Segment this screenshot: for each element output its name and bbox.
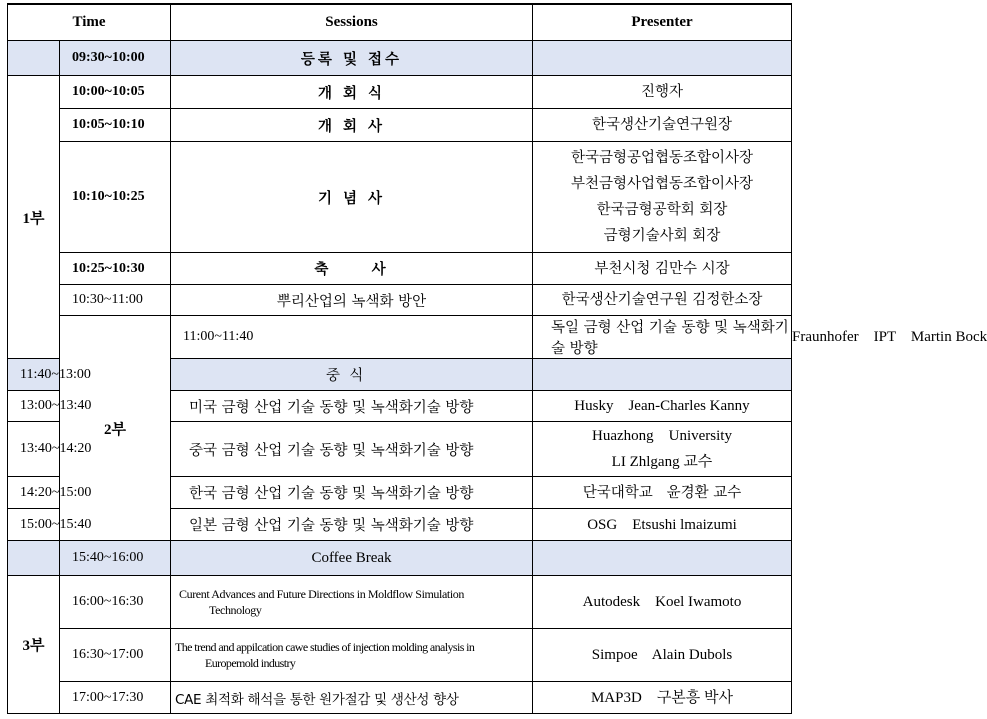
time-cell: 16:00~16:30 (60, 576, 171, 629)
table-row (8, 541, 792, 576)
header-presenter: Presenter (533, 4, 792, 41)
table-row (8, 76, 792, 109)
table-row (8, 109, 792, 142)
time-cell: 10:25~10:30 (60, 253, 171, 285)
session-cell: 기 념 사 (171, 142, 533, 253)
session-cell: 축 사 (171, 253, 533, 285)
time-cell: 15:40~16:00 (60, 541, 171, 576)
time-cell: 10:05~10:10 (60, 109, 171, 142)
time-cell: 10:10~10:25 (60, 142, 171, 253)
time-cell: 09:30~10:00 (60, 41, 171, 76)
section-blank (8, 41, 60, 76)
time-cell: 10:00~10:05 (60, 76, 171, 109)
session-cell: 한국 금형 산업 기술 동향 및 녹색화기술 방향 (171, 477, 533, 509)
time-cell: 13:40~14:20 (8, 422, 60, 477)
time-cell: 13:00~13:40 (8, 391, 60, 422)
presenter-cell: 부천시청 김만수 시장 (533, 253, 792, 285)
session-cell: 미국 금형 산업 기술 동향 및 녹색화기술 방향 (171, 391, 533, 422)
presenter-cell (533, 541, 792, 576)
header-time: Time (8, 4, 171, 41)
session-cell: CAE 최적화 해석을 통한 원가절감 및 생산성 향상 (171, 682, 533, 714)
time-cell: 17:00~17:30 (60, 682, 171, 714)
section-blank (8, 541, 60, 576)
session-cell: 개 회 식 (171, 76, 533, 109)
time-cell: 15:00~15:40 (8, 509, 60, 541)
table-row (8, 629, 792, 682)
session-cell: 등록 및 접수 (171, 41, 533, 76)
session-line: Technology (209, 603, 262, 617)
presenter-line: 한국금형공학회 회장 (596, 202, 728, 218)
presenter-cell (533, 41, 792, 76)
table-row (8, 253, 792, 285)
session-cell: 독일 금형 산업 기술 동향 및 녹색화기술 방향 (533, 316, 792, 359)
session-cell: 일본 금형 산업 기술 동향 및 녹색화기술 방향 (171, 509, 533, 541)
session-cell (171, 629, 533, 682)
presenter-cell: 한국생산기술연구원장 (533, 109, 792, 142)
session-cell: 개 회 사 (171, 109, 533, 142)
schedule-table (7, 3, 987, 714)
session-line: The trend and appilcation cawe studies of injection molding analysis in (175, 640, 475, 654)
table-row (8, 576, 792, 629)
table-row (8, 682, 792, 714)
presenter-cell: OSG Etsushi lmaizumi (533, 509, 792, 541)
section-label-3: 3부 (8, 576, 60, 714)
time-cell: 11:00~11:40 (171, 316, 533, 359)
presenter-line: 금형기술사회 회장 (603, 228, 721, 244)
presenter-cell (533, 359, 792, 391)
presenter-cell: MAP3D 구본흥 박사 (533, 682, 792, 714)
session-cell: 뿌리산업의 녹색화 방안 (171, 285, 533, 316)
presenter-line: 부천금형사업협동조합이사장 (570, 176, 754, 192)
table-row (8, 41, 792, 76)
session-line: Europemold industry (205, 656, 296, 670)
presenter-cell: 단국대학교 윤경환 교수 (533, 477, 792, 509)
time-cell: 16:30~17:00 (60, 629, 171, 682)
time-cell: 14:20~15:00 (8, 477, 60, 509)
time-cell: 10:30~11:00 (60, 285, 171, 316)
header-row (8, 4, 792, 41)
session-cell: 중국 금형 산업 기술 동향 및 녹색화기술 방향 (171, 422, 533, 477)
presenter-line: 한국금형공업협동조합이사장 (570, 150, 754, 166)
presenter-cell: Autodesk Koel Iwamoto (533, 576, 792, 629)
presenter-line: LI Zhlgang 교수 (611, 454, 713, 470)
time-cell: 11:40~13:00 (8, 359, 60, 391)
presenter-cell: Simpoe Alain Dubols (533, 629, 792, 682)
table-row (8, 285, 792, 316)
presenter-line: Huazhong University (592, 428, 732, 444)
session-cell (171, 576, 533, 629)
presenter-cell: 진행자 (533, 76, 792, 109)
presenter-cell (533, 422, 792, 477)
session-cell: Coffee Break (171, 541, 533, 576)
presenter-cell (533, 142, 792, 253)
session-line: Curent Advances and Future Directions in Moldflow Simulation (179, 587, 464, 601)
table-row (8, 142, 792, 253)
header-sessions: Sessions (171, 4, 533, 41)
presenter-cell: Husky Jean-Charles Kanny (533, 391, 792, 422)
table-row: 2부 11:00~11:40 독일 금형 산업 기술 동향 및 녹색화기술 방향 Fraunhofer IPT Martin Bock (8, 316, 792, 359)
presenter-cell: 한국생산기술연구원 김정한소장 (533, 285, 792, 316)
section-label-1: 1부 (8, 76, 60, 359)
section-label-2: 2부 (60, 316, 171, 541)
session-cell: 중 식 (171, 359, 533, 391)
